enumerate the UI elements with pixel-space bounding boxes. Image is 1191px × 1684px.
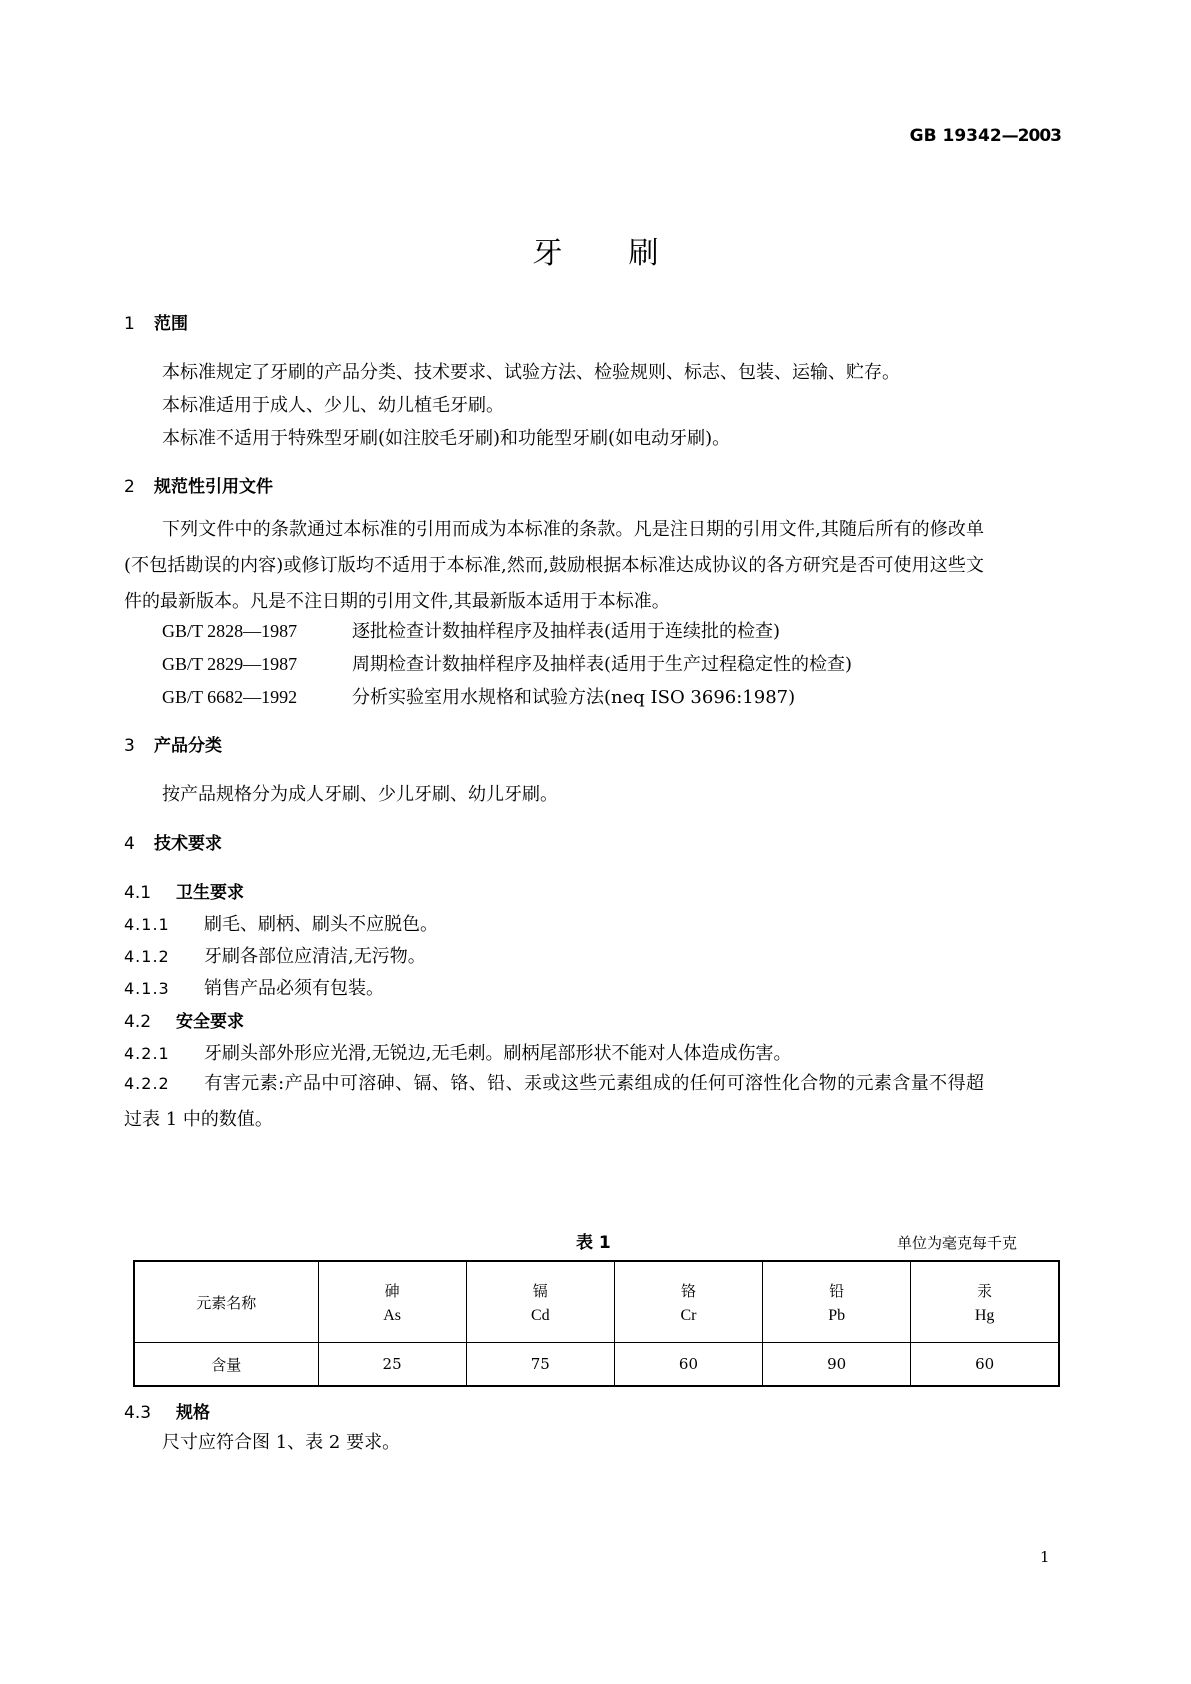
section-1-para-1: 本标准规定了牙刷的产品分类、技术要求、试验方法、检验规则、标志、包装、运输、贮存。 — [162, 362, 900, 383]
element-cell — [614, 1261, 762, 1343]
subsection-4-1-heading — [124, 878, 244, 903]
subsection-title: 卫生要求 — [176, 883, 244, 903]
clause-number: 4.1.2 — [124, 947, 170, 966]
subsection-4-3-text: 尺寸应符合图 1、表 2 要求。 — [162, 1432, 401, 1453]
clause-text: 牙刷头部外形应光滑,无锐边,无毛刺。刷柄尾部形状不能对人体造成伤害。 — [204, 1043, 792, 1064]
element-cell — [466, 1261, 614, 1343]
section-title: 范围 — [154, 314, 188, 334]
standard-year: —2003 — [1001, 126, 1061, 146]
title-char-1: 牙 — [532, 236, 563, 271]
element-name: 镉 — [532, 1281, 548, 1300]
reference-code: GB/T 2828—1987 — [162, 621, 298, 641]
header-label-cell: 元素名称 — [134, 1261, 318, 1343]
subsection-4-2-heading — [124, 1007, 244, 1032]
clause-number: 4.2.1 — [124, 1044, 170, 1063]
standard-number: 19342 — [942, 126, 1002, 146]
row-label-cell: 含量 — [134, 1343, 318, 1387]
reference-title: 逐批检查计数抽样程序及抽样表(适用于连续批的检查) — [352, 621, 781, 642]
element-symbol: Cr — [680, 1306, 697, 1324]
value-cell: 60 — [911, 1343, 1059, 1387]
section-1-para-2: 本标准适用于成人、少儿、幼儿植毛牙刷。 — [162, 395, 504, 416]
table-header-row — [134, 1261, 1059, 1343]
element-name: 汞 — [977, 1281, 993, 1300]
section-2-heading — [124, 472, 273, 497]
section-3-para: 按产品规格分为成人牙刷、少儿牙刷、幼儿牙刷。 — [162, 784, 558, 805]
reference-3 — [162, 683, 795, 709]
section-number: 2 — [124, 477, 135, 497]
clause-4-2-1 — [124, 1039, 791, 1065]
table-1-unit: 单位为毫克每千克 — [897, 1234, 1018, 1252]
table-1 — [133, 1260, 1060, 1387]
section-number: 1 — [124, 314, 135, 334]
element-symbol: Pb — [828, 1306, 846, 1324]
section-title: 产品分类 — [154, 736, 222, 756]
section-2-para: 下列文件中的条款通过本标准的引用而成为本标准的条款。凡是注日期的引用文件,其随后所有的修改单(不包括勘误的内容)或修订版均不适用于本标准,然而,鼓励根据本标准达成协议的各方研究是否可使用这些文件的最新版本。凡是不注日期的引用文件,其最新版本适用于本标准。 — [124, 519, 984, 612]
value-cell: 90 — [763, 1343, 911, 1387]
clause-number: 4.1.3 — [124, 979, 170, 998]
value-cell: 75 — [466, 1343, 614, 1387]
reference-code: GB/T 2829—1987 — [162, 654, 298, 674]
section-title: 技术要求 — [154, 834, 222, 854]
subsection-title: 规格 — [176, 1403, 210, 1423]
standard-code — [910, 126, 1061, 146]
clause-number: 4.2.2 — [124, 1074, 170, 1093]
clause-4-1-3 — [124, 974, 384, 1000]
subsection-title: 安全要求 — [176, 1012, 244, 1032]
subsection-number: 4.1 — [124, 883, 152, 903]
section-title: 规范性引用文件 — [154, 477, 273, 497]
reference-2 — [162, 650, 852, 676]
reference-code: GB/T 6682—1992 — [162, 687, 298, 707]
element-name: 砷 — [384, 1281, 400, 1300]
reference-title: 周期检查计数抽样程序及抽样表(适用于生产过程稳定性的检查) — [352, 654, 853, 675]
section-number: 4 — [124, 834, 135, 854]
element-symbol: As — [383, 1306, 401, 1324]
element-name: 铬 — [680, 1281, 696, 1300]
clause-number: 4.1.1 — [124, 915, 170, 934]
clause-4-1-2 — [124, 942, 426, 968]
value-cell: 25 — [318, 1343, 466, 1387]
value-cell: 60 — [614, 1343, 762, 1387]
clause-text: 有害元素:产品中可溶砷、镉、铬、铅、汞或这些元素组成的任何可溶性化合物的元素含量不得超过表 1 中的数值。 — [124, 1073, 984, 1130]
element-symbol: Hg — [974, 1306, 995, 1324]
clause-4-1-1 — [124, 910, 438, 936]
standard-prefix: GB — [909, 126, 937, 146]
page-number: 1 — [1040, 1548, 1050, 1566]
element-name: 铅 — [829, 1281, 845, 1300]
element-symbol: Cd — [530, 1306, 550, 1324]
section-3-heading — [124, 731, 222, 756]
clause-4-2-2 — [124, 1066, 984, 1138]
subsection-number: 4.2 — [124, 1012, 152, 1032]
section-number: 3 — [124, 736, 135, 756]
section-1-para-3: 本标准不适用于特殊型牙刷(如注胶毛牙刷)和功能型牙刷(如电动牙刷)。 — [162, 428, 731, 449]
clause-text: 刷毛、刷柄、刷头不应脱色。 — [204, 914, 438, 935]
reference-title: 分析实验室用水规格和试验方法(neq ISO 3696:1987) — [352, 687, 796, 708]
subsection-4-3-heading — [124, 1398, 210, 1423]
document-title — [0, 228, 1191, 272]
element-cell — [911, 1261, 1059, 1343]
title-char-2: 刷 — [628, 236, 659, 271]
element-cell — [318, 1261, 466, 1343]
subsection-number: 4.3 — [124, 1403, 152, 1423]
table-1-caption: 表 1 — [576, 1233, 611, 1253]
reference-1 — [162, 617, 780, 643]
table-value-row — [134, 1343, 1059, 1387]
section-1-heading — [124, 309, 188, 334]
element-cell — [763, 1261, 911, 1343]
clause-text: 销售产品必须有包装。 — [204, 978, 384, 999]
clause-text: 牙刷各部位应清洁,无污物。 — [204, 946, 426, 967]
section-4-heading — [124, 829, 222, 854]
